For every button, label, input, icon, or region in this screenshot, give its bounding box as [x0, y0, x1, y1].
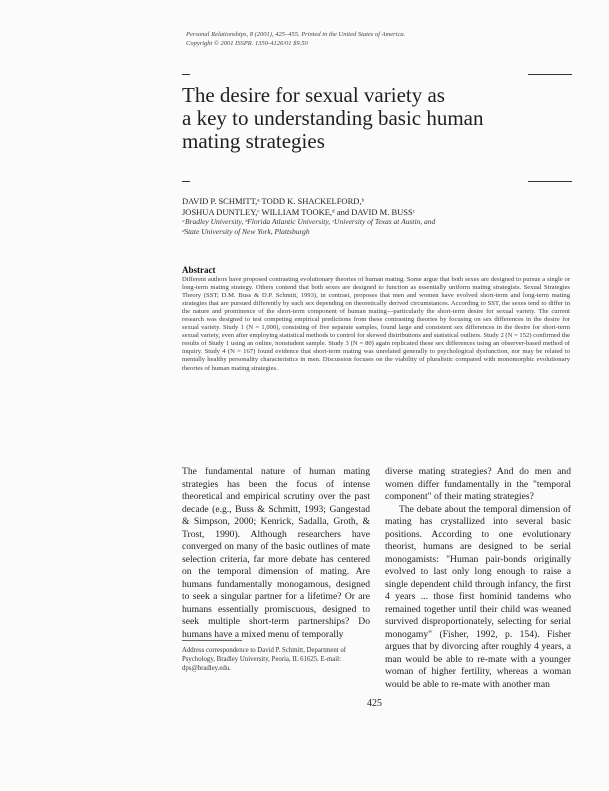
body-column-left — [182, 466, 370, 641]
title-line-1: The desire for sexual variety as — [182, 83, 445, 107]
header-rule-left — [182, 74, 190, 75]
authors-line-2: JOSHUA DUNTLEY,ᶜ WILLIAM TOOKE,ᵈ and DAVID M. BUSSᶜ — [182, 206, 415, 217]
title-rule-right — [528, 181, 572, 182]
body-paragraph-1: The fundamental nature of human mating strategies has been the focus of intense theoretical and empirical scrutiny over the past decade (e.g., Buss & Schmitt, 1993; Gangestad & Simpson, 2000; Kenrick, Sadalla, Groth, & Trost, 1990). Although researchers have converged on many of the basic outlines of mate selection criteria, far more debate has centered on the temporal dimension of mating. Are humans fundamentally monogamous, designed to seek a singular partner for a lifetime? Or are humans essentially promiscuous, designed to seek multiple short-term partnerships? Do humans have a mixed menu of temporally — [182, 466, 370, 640]
journal-header — [186, 30, 566, 48]
affiliation-line-2: ᵈState University of New York, Plattsburgh — [182, 226, 310, 236]
header-copyright: Copyright © 2001 ISSPR. 1350-4126/01 $9.50 — [186, 40, 308, 47]
header-rule-right — [528, 74, 572, 75]
body-paragraph-3: The debate about the temporal dimension of mating has crystallized into several basic positions. According to one evolutionary theorist, humans are designed to be serial monogamists: "Human pair-bonds originally evolved to last only long enough to raise a single dependent child through infancy, the first 4 years ... those first hominid tandems who remained together until their child was weaned survived disproportionately, selecting for serial monogamy" (Fisher, 1992, p. 154). Fisher argues that by divorcing after roughly 4 years, a man would be able to re-mate with a younger woman of higher fertility, whereas a woman would be able to re-mate with another man — [385, 503, 571, 690]
title-line-2: a key to understanding basic human — [182, 106, 484, 130]
affiliation-line-1: ᵃBradley University, ᵇFlorida Atlantic University, ᶜUniversity of Texas at Austin, and — [182, 217, 436, 226]
abstract-heading: Abstract — [182, 265, 216, 275]
footnote-rule — [182, 640, 242, 641]
abstract-text: Different authors have proposed contrasting evolutionary theories of human mating. Some argue that both sexes are designed to pursue a single or long-term mating strategy. Others contend that both sexes are designed to function as essentially uniform mating strategists. Sexual Strategies Theory (SST; D.M. Buss & D.P. Schmitt, 1993), in contrast, proposes that men and women have evolved short-term and long-term mating strategies that are pursued differently by each sex depending on theoretically derived circumstances. According to SST, the sexes tend to differ in the nature and prominence of the short-term component of human mating—particularly the short-term desire for sexual variety. The current research was designed to test competing empirical predictions from these contrasting theories by focusing on sex differences in the desire for sexual variety. Study 1 (N = 1,000), consisting of five separate samples, found large and consistent sex differences in the desire for short-term sexual variety, even after employing statistical methods to control for skewed distributions and statistical outliers. Study 2 (N = 152) confirmed the results of Study 1 using an online, nonstudent sample. Study 3 (N = 80) again replicated these sex differences using an observer-based method of inquiry. Study 4 (N = 167) found evidence that short-term mating was unrelated generally to psychological dysfunction, nor may be related to mentally healthy personality characteristics in men. Discussion focuses on the viability of pluralistic compared with monomorphic evolutionary theories of human mating strategies. — [182, 276, 570, 372]
header-citation: Personal Relationships, 8 (2001), 425–455. Printed in the United States of America. — [186, 31, 406, 38]
body-column-right — [385, 466, 571, 691]
title-rule-left — [182, 181, 190, 182]
correspondence-footnote: Address correspondence to David P. Schmitt, Department of Psychology, Bradley University, Peoria, IL 61625. E-mail: dps@bradley.edu. — [182, 647, 347, 672]
article-title — [182, 84, 542, 153]
authors-line-1: DAVID P. SCHMITT,ᵃ TODD K. SHACKELFORD,ᵇ — [182, 196, 365, 206]
author-block — [182, 196, 562, 236]
body-paragraph-2: diverse mating strategies? And do men and women differ fundamentally in the "temporal component" of their mating strategies? — [385, 466, 571, 502]
title-line-3: mating strategies — [182, 129, 325, 153]
page-number: 425 — [367, 698, 382, 709]
